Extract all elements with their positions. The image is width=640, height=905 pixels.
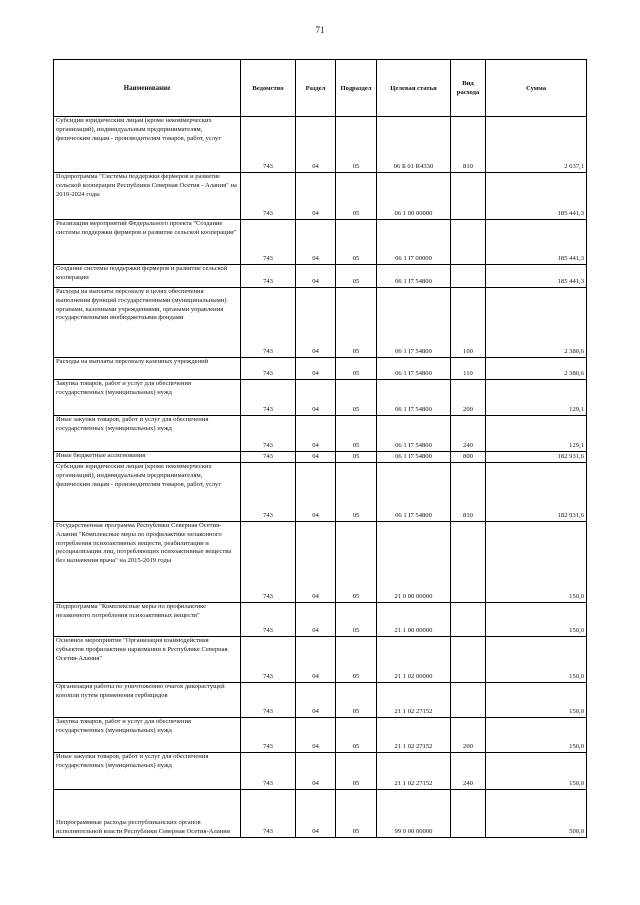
table-row — [54, 790, 587, 838]
cell-target: 06 1 I7 54800 — [377, 452, 451, 463]
cell-name: Организация работы по уничтожению очагов дикорастущей конопли путем применения гербицидов — [54, 683, 241, 718]
cell-sum: 2 380,6 — [486, 288, 587, 358]
cell-exp-type: 240 — [451, 416, 486, 452]
cell-dept: 743 — [241, 416, 296, 452]
cell-section: 04 — [296, 790, 336, 838]
cell-target: 06 1 I7 54800 — [377, 358, 451, 380]
page-number: 71 — [315, 25, 325, 35]
cell-section: 04 — [296, 522, 336, 603]
cell-subsection: 05 — [336, 452, 377, 463]
cell-subsection: 05 — [336, 220, 377, 265]
table-row — [54, 753, 587, 790]
cell-exp-type — [451, 265, 486, 288]
cell-section: 04 — [296, 753, 336, 790]
cell-subsection: 05 — [336, 416, 377, 452]
header-exp-type: Вид расхода — [451, 60, 486, 117]
cell-target: 06 1 I7 54800 — [377, 265, 451, 288]
header-dept: Ведомство — [241, 60, 296, 117]
cell-subsection: 05 — [336, 603, 377, 637]
cell-exp-type: 240 — [451, 753, 486, 790]
table-row — [54, 380, 587, 416]
cell-name: Иные закупки товаров, работ и услуг для обеспечения государственных (муниципальных) нужд — [54, 416, 241, 452]
cell-sum: 129,1 — [486, 380, 587, 416]
cell-subsection: 05 — [336, 522, 377, 603]
cell-target: 99 0 00 00000 — [377, 790, 451, 838]
cell-name: Государственная программа Республики Северная Осетия-Алания "Комплексные меры по профилактике незаконного потребления психоактивных веществ, реабилитации и ресоциализации лиц, потребляющих психоактивные вещества без назначения врача" на 2015-2019 годы — [54, 522, 241, 603]
cell-dept: 743 — [241, 358, 296, 380]
cell-subsection: 05 — [336, 463, 377, 522]
cell-target: 06 1 I7 54800 — [377, 416, 451, 452]
cell-name: Подпрограмма "Системы поддержки фермеров и развитие сельской кооперации Республики Северная Осетия - Алания" на 2019-2024 годы — [54, 173, 241, 220]
cell-section: 04 — [296, 683, 336, 718]
cell-name: Создание системы поддержки фермеров и развитие сельской кооперации — [54, 265, 241, 288]
cell-sum: 185 441,3 — [486, 265, 587, 288]
cell-exp-type: 810 — [451, 463, 486, 522]
cell-dept: 743 — [241, 463, 296, 522]
cell-name: Расходы на выплаты персоналу в целях обеспечения выполнения функций государственными (муниципальными) органами, казенными учреждениями, органами управления государственными внебюджетными фондами — [54, 288, 241, 358]
cell-name: Закупка товаров, работ и услуг для обеспечения государственных (муниципальных) нужд — [54, 718, 241, 753]
cell-dept: 743 — [241, 753, 296, 790]
table-row — [54, 265, 587, 288]
cell-dept: 743 — [241, 790, 296, 838]
cell-dept: 743 — [241, 288, 296, 358]
cell-section: 04 — [296, 220, 336, 265]
table-row — [54, 522, 587, 603]
cell-section: 04 — [296, 117, 336, 173]
table-row — [54, 288, 587, 358]
cell-subsection: 05 — [336, 358, 377, 380]
cell-sum: 182 931,6 — [486, 452, 587, 463]
cell-dept: 743 — [241, 522, 296, 603]
table-row — [54, 463, 587, 522]
cell-exp-type: 200 — [451, 718, 486, 753]
cell-subsection: 05 — [336, 380, 377, 416]
cell-sum: 150,0 — [486, 637, 587, 683]
cell-subsection: 05 — [336, 790, 377, 838]
table-row — [54, 117, 587, 173]
cell-name: Расходы на выплаты персоналу казенных учреждений — [54, 358, 241, 380]
cell-section: 04 — [296, 173, 336, 220]
table-row — [54, 637, 587, 683]
cell-subsection: 05 — [336, 753, 377, 790]
table-row — [54, 452, 587, 463]
cell-exp-type — [451, 790, 486, 838]
cell-exp-type — [451, 683, 486, 718]
cell-target: 21 1 00 00000 — [377, 603, 451, 637]
cell-exp-type: 110 — [451, 358, 486, 380]
cell-exp-type — [451, 173, 486, 220]
cell-exp-type: 800 — [451, 452, 486, 463]
cell-name: Закупка товаров, работ и услуг для обеспечения государственных (муниципальных) нужд — [54, 380, 241, 416]
table-row — [54, 358, 587, 380]
cell-target: 06 1 I7 54800 — [377, 380, 451, 416]
cell-exp-type — [451, 522, 486, 603]
cell-sum: 150,0 — [486, 603, 587, 637]
cell-name: Субсидии юридическим лицам (кроме некоммерческих организаций), индивидуальным предпринимателям, физическим лицам - производителям товаров, работ, услуг — [54, 463, 241, 522]
cell-exp-type — [451, 637, 486, 683]
cell-sum: 185 441,3 — [486, 220, 587, 265]
cell-subsection: 05 — [336, 117, 377, 173]
cell-section: 04 — [296, 718, 336, 753]
cell-name: Основное мероприятие "Организация взаимодействия субъектов профилактики наркомании в Республике Северная Осетия-Алания" — [54, 637, 241, 683]
cell-sum: 2 380,6 — [486, 358, 587, 380]
table-row — [54, 718, 587, 753]
header-sum: Сумма — [486, 60, 587, 117]
cell-target: 21 1 02 27152 — [377, 753, 451, 790]
cell-subsection: 05 — [336, 637, 377, 683]
cell-exp-type — [451, 603, 486, 637]
cell-dept: 743 — [241, 173, 296, 220]
cell-sum: 150,0 — [486, 683, 587, 718]
cell-section: 04 — [296, 637, 336, 683]
cell-subsection: 05 — [336, 683, 377, 718]
cell-target: 06 1 00 00000 — [377, 173, 451, 220]
cell-section: 04 — [296, 416, 336, 452]
cell-sum: 500,0 — [486, 790, 587, 838]
budget-table — [53, 59, 587, 838]
cell-target: 21 0 00 00000 — [377, 522, 451, 603]
header-row — [54, 60, 587, 117]
cell-section: 04 — [296, 452, 336, 463]
cell-target: 06 1 I7 54800 — [377, 288, 451, 358]
cell-target: 21 1 02 00000 — [377, 637, 451, 683]
cell-dept: 743 — [241, 265, 296, 288]
cell-section: 04 — [296, 603, 336, 637]
cell-dept: 743 — [241, 380, 296, 416]
cell-exp-type: 100 — [451, 288, 486, 358]
table-row — [54, 220, 587, 265]
cell-exp-type — [451, 220, 486, 265]
cell-sum: 150,0 — [486, 522, 587, 603]
cell-subsection: 05 — [336, 288, 377, 358]
cell-exp-type: 200 — [451, 380, 486, 416]
cell-section: 04 — [296, 463, 336, 522]
cell-name: Непрограммные расходы республиканских органов исполнительной власти Республики Северная Осетия-Алания — [54, 790, 241, 838]
table-row — [54, 173, 587, 220]
table-row — [54, 416, 587, 452]
cell-dept: 743 — [241, 683, 296, 718]
cell-subsection: 05 — [336, 718, 377, 753]
cell-sum: 182 931,6 — [486, 463, 587, 522]
cell-target: 06 Б 01 R4330 — [377, 117, 451, 173]
cell-name: Иные закупки товаров, работ и услуг для обеспечения государственных (муниципальных) нужд — [54, 753, 241, 790]
cell-section: 04 — [296, 380, 336, 416]
cell-name: Иные бюджетные ассигнования — [54, 452, 241, 463]
cell-dept: 743 — [241, 452, 296, 463]
header-name: Наименование — [54, 60, 241, 117]
cell-dept: 743 — [241, 603, 296, 637]
cell-target: 21 1 02 27152 — [377, 718, 451, 753]
cell-dept: 743 — [241, 117, 296, 173]
cell-sum: 129,1 — [486, 416, 587, 452]
cell-name: Подпрограмма "Комплексные меры по профилактике незаконного потребления психоактивных веществ" — [54, 603, 241, 637]
header-target: Целевая статья — [377, 60, 451, 117]
cell-sum: 150,0 — [486, 718, 587, 753]
cell-sum: 150,0 — [486, 753, 587, 790]
cell-section: 04 — [296, 265, 336, 288]
cell-target: 21 1 02 27152 — [377, 683, 451, 718]
cell-target: 06 1 I7 54800 — [377, 463, 451, 522]
cell-dept: 743 — [241, 718, 296, 753]
cell-name: Реализация мероприятий Федерального проекта "Создание системы поддержки фермеров и развитие сельской кооперации" — [54, 220, 241, 265]
cell-section: 04 — [296, 358, 336, 380]
header-section: Раздел — [296, 60, 336, 117]
cell-target: 06 1 I7 00000 — [377, 220, 451, 265]
cell-subsection: 05 — [336, 265, 377, 288]
cell-section: 04 — [296, 288, 336, 358]
cell-dept: 743 — [241, 637, 296, 683]
table-row — [54, 603, 587, 637]
table-row — [54, 683, 587, 718]
cell-subsection: 05 — [336, 173, 377, 220]
cell-dept: 743 — [241, 220, 296, 265]
cell-sum: 185 441,3 — [486, 173, 587, 220]
header-subsection: Подраздел — [336, 60, 377, 117]
cell-name: Субсидии юридическим лицам (кроме некоммерческих организаций), индивидуальным предпринимателям, физическим лицам - производителям товаров, работ, услуг — [54, 117, 241, 173]
cell-exp-type: 810 — [451, 117, 486, 173]
cell-sum: 2 637,1 — [486, 117, 587, 173]
